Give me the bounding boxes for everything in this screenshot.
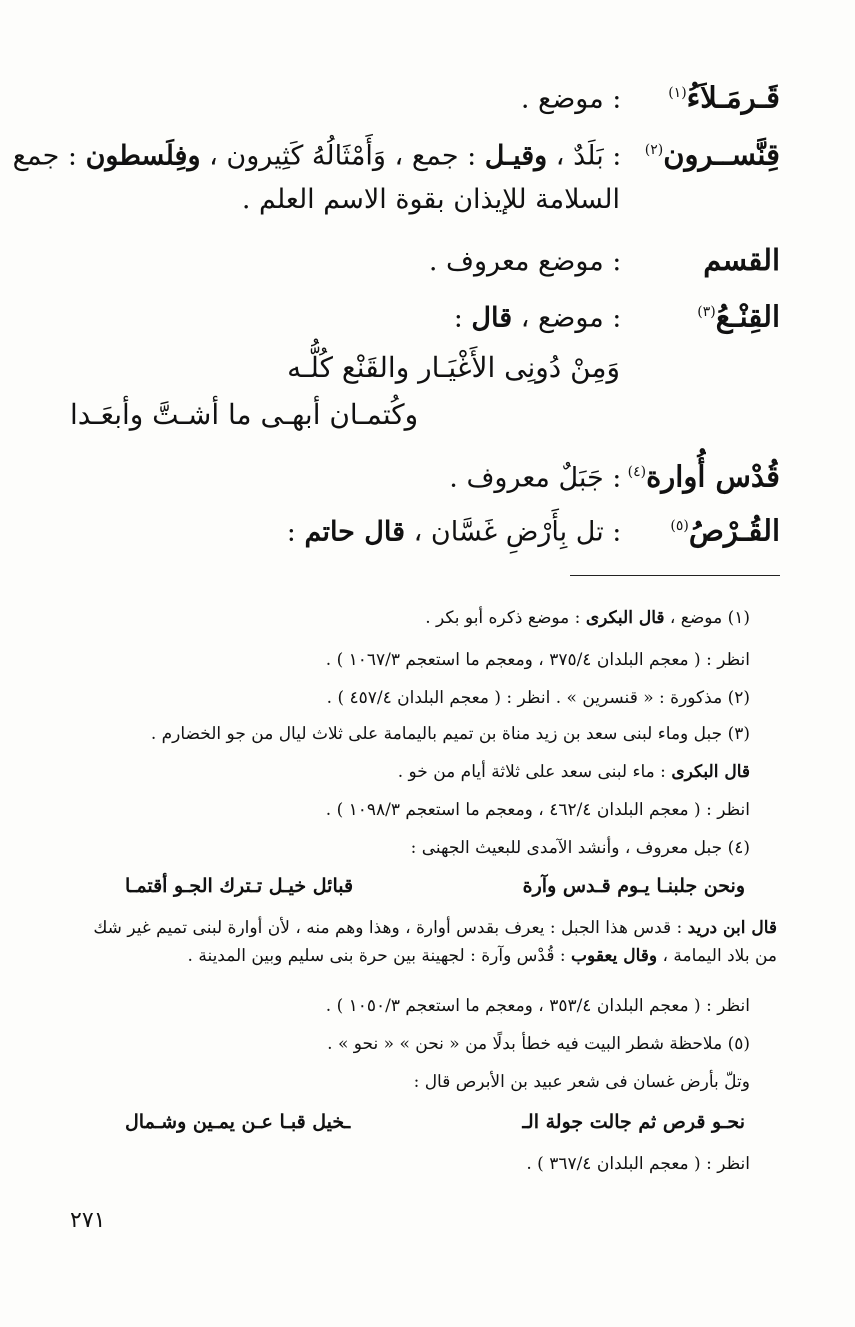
footnote-1-ref: انظر : ( معجم البلدان ٣٧٥/٤ ، ومعجم ما استعجم ١٠٦٧/٣ ) .: [325, 650, 750, 670]
verse-line-1: وَمِنْ دُونِى الأَغْيَـار والقَنْع كُلُّـه: [287, 351, 620, 384]
footnote-5: (٥) ملاحظة شطر البيت فيه خطأ بدلًا من « نحن » « نحو » .: [327, 1034, 750, 1054]
entry-definition: : موضع ، قال :: [453, 302, 622, 334]
footnote-5-verse-right: نحـو قرص ثم جالت جولة الـ: [522, 1111, 745, 1133]
entry-continuation: السلامة للإيذان بقوة الاسم العلم .: [241, 184, 620, 215]
entry-definition: : موضع معروف .: [428, 246, 622, 277]
footnote-3-bakri: قال البكرى : ماء لبنى سعد على ثلاثة أيام من خو .: [397, 762, 750, 782]
footnote-4-verse-left: قبائل خيـل تـترك الجـو أقتمـا: [125, 875, 354, 897]
entry-headword: القِنْـعُ$^{(٣)}$: [697, 299, 780, 334]
entry-qarmala: [70, 73, 780, 120]
entry-headword: قِنَّســرون$^{(٢)}$: [644, 137, 780, 172]
entry-definition: : تل بِأَرْضِ غَسَّان ، قال حاتم :: [286, 516, 622, 548]
entry-definition: : جَبَلٌ معروف .: [449, 462, 622, 494]
entry-qinnasrun: [12, 130, 780, 177]
footnote-separator: [570, 575, 780, 576]
entry-definition: : موضع .: [520, 83, 622, 115]
entry-qurs: [70, 506, 780, 553]
entry-headword: القسم: [703, 243, 780, 277]
footnote-4-ibn-durayd: قال ابن دريد : قدس هذا الجبل : يعرف بقدس أوارة ، وهذا وهم منه ، لأن أوارة لبنى تميم غير شك من بلاد اليمامة ، وقال يعقوب : قُدْس وآرة : لجهينة بين حرة بنى سليم وبين المدينة .: [93, 918, 777, 966]
entry-definition: : بَلَدٌ ، وقيـل : جمع ، وَأَمْثَالُهُ كَثِيرون ، وفِلَسطون : جمع: [12, 140, 622, 172]
entry-headword: قُدْس أُوارة$^{(٤)}$: [627, 459, 780, 494]
entry-qism: [70, 240, 780, 282]
page-number: ٢٧١: [70, 1208, 106, 1233]
entry-headword: قَـرمَـلاَءُ$^{(١)}$: [668, 80, 780, 115]
footnote-1: (١) موضع ، قال البكرى : موضع ذكره أبو بكر .: [425, 608, 750, 628]
footnote-3: (٣) جبل وماء لبنى سعد بن زيد مناة بن تميم باليمامة على ثلاث ليال من جو الخضارم .: [150, 724, 750, 744]
footnote-2: (٢) مذكورة : « قنسرين » . انظر : ( معجم البلدان ٤٥٧/٤ ) .: [326, 688, 750, 708]
footnote-5-ref: انظر : ( معجم البلدان ٣٦٧/٤ ) .: [526, 1154, 750, 1174]
footnote-5-note: وتلّ بأرض غسان فى شعر عبيد بن الأبرص قال :: [413, 1072, 750, 1092]
entry-qin: [70, 292, 780, 339]
entry-headword: القُـرْصُ$^{(٥)}$: [670, 513, 780, 548]
footnote-5-verse-left: ـخيل قبـا عـن يمـين وشـمال: [125, 1111, 351, 1133]
footnote-4-ref: انظر : ( معجم البلدان ٣٥٣/٤ ، ومعجم ما استعجم ١٠٥٠/٣ ) .: [325, 996, 750, 1016]
footnote-3-ref: انظر : ( معجم البلدان ٤٦٢/٤ ، ومعجم ما استعجم ١٠٩٨/٣ ) .: [325, 800, 750, 820]
verse-line-2: وكُتمـان أبهـى ما أشـتَّ وأبعَـدا: [70, 398, 419, 431]
footnote-4-verse-right: ونحن جلبنـا يـوم قـدس وآرة: [522, 875, 745, 897]
entry-quds-awara: [70, 452, 780, 499]
footnote-4: (٤) جبل معروف ، وأنشد الآمدى للبعيث الجهنى :: [410, 838, 750, 858]
